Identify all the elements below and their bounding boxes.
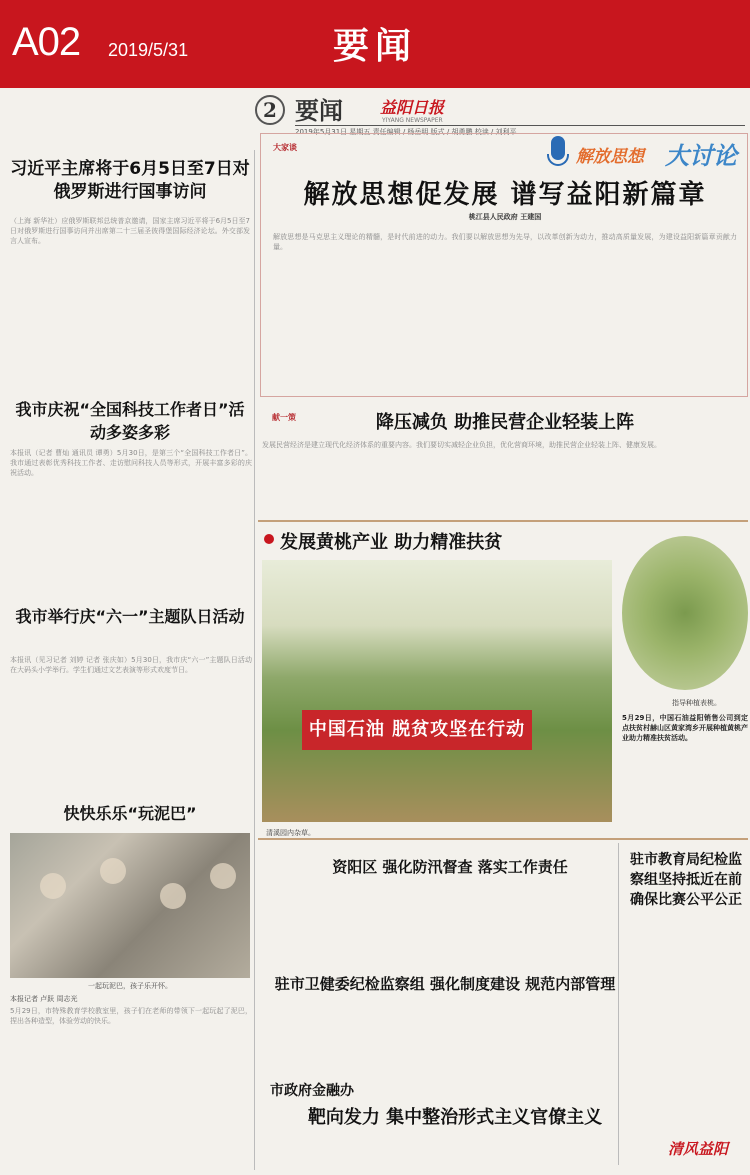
microphone-stand-icon <box>547 154 569 166</box>
headline-formalism[interactable]: 靶向发力 集中整治形式主义官僚主义 <box>307 1107 603 1128</box>
feature-label: 大家谈 <box>273 143 297 152</box>
headline-childrens-day[interactable]: 我市举行庆“六一”主题队日活动 <box>15 607 245 626</box>
section-separator <box>258 520 748 522</box>
article-tech-day-body: 本报讯（记者 曹灿 通讯员 谭勇）5月30日，是第三个“全国科技工作者日”。我市通过表彰优秀科技工作者、走访慰问科技人员等形式，开展丰富多彩的庆祝活动。 <box>10 449 252 477</box>
column-logo-stamp: 清风益阳 <box>668 1140 729 1158</box>
article-education-body <box>624 918 748 1128</box>
photo-kids-clay <box>10 833 250 978</box>
column-divider <box>254 150 255 1170</box>
photo-planting-text: 5月29日，中国石油益阳销售公司到定点扶贫村赫山区黄家湾乡开展种植黄桃产业助力精准扶贫活动。 <box>622 714 748 742</box>
photo-planting-caption: 指导种植表桃。 <box>672 699 721 707</box>
masthead <box>255 91 750 136</box>
photo-banner: 中国石油 脱贫攻坚在行动 <box>302 710 532 750</box>
dept-finance-office: 市政府金融办 <box>270 1083 354 1099</box>
newspaper-page <box>0 88 750 1175</box>
photo-orchard-caption: 清溪园内杂草。 <box>266 829 315 837</box>
page-circle-number: 2 <box>255 95 285 125</box>
article-health-body <box>262 1000 614 1070</box>
article-play-clay-body: 5月29日，市特殊教育学校教室里，孩子们在老师的带领下一起玩起了泥巴，捏出各种造型，体验劳动的快乐。 <box>10 1007 252 1025</box>
discussion-logo-a: 解放思想 <box>576 147 644 167</box>
page-number: A02 <box>12 20 81 64</box>
article-reduce-burden-body: 发展民营经济是建立现代化经济体系的重要内容。我们要切实减轻企业负担，优化营商环境，助推民营企业轻装上阵、健康发展。 <box>262 441 661 449</box>
section-title: 要闻 <box>332 26 417 67</box>
headline-education-bureau[interactable]: 驻市教育局纪检监察组坚持抵近在前确保比赛公平公正 <box>630 852 742 908</box>
article-childrens-day-body: 本报讯（见习记者 刘婷 记者 张庆如）5月30日，我市庆“六一”主题队日活动在大码头小学举行。学生们通过文艺表演等形式欢度节日。 <box>10 656 252 674</box>
masthead-meta: 2019年5月31日 星期五 责任编辑 / 杨岳明 版式 / 胡勇鹏 校读 / 刘利平 <box>295 128 517 136</box>
headline-liberate-thought[interactable]: 解放思想促发展 谱写益阳新篇章 <box>303 180 707 210</box>
masthead-rule <box>295 125 745 126</box>
jj-label: 献一策 <box>272 413 296 422</box>
headline-yellow-peach[interactable]: 发展黄桃产业 助力精准扶贫 <box>280 532 503 553</box>
headline-health-commission[interactable]: 驻市卫健委纪检监察组 强化制度建设 规范内部管理 <box>274 975 616 993</box>
photo-kids-caption: 一起玩泥巴，孩子乐开怀。 <box>88 982 172 990</box>
article-ziyang-body <box>262 878 614 963</box>
photo-kids-byline: 本报记者 卢跃 周志光 <box>10 995 78 1003</box>
feature-body: 解放思想是马克思主义理论的精髓，是时代前进的动力。我们要以解放思想为先导，以改革创新为动力，推动高质量发展，为建设益阳新篇章贡献力量。 <box>273 233 737 251</box>
article-xi-body: （上海 新华社）应俄罗斯联邦总统普京邀请，国家主席习近平将于6月5日至7日对俄罗斯进行国事访问并出席第二十三届圣彼得堡国际经济论坛。外交部发言人宣布。 <box>10 217 250 245</box>
headline-xi-visit[interactable]: 习近平主席将于6月5日至7日对俄罗斯进行国事访问 <box>10 159 250 202</box>
page-header <box>0 0 750 88</box>
newspaper-logo-en: YIYANG NEWSPAPER <box>382 117 443 124</box>
photo-orchard <box>262 560 612 822</box>
feature-discussion-box <box>260 133 748 397</box>
photo-planting <box>622 536 748 690</box>
headline-ziyang-flood[interactable]: 资阳区 强化防汛督查 落实工作责任 <box>332 858 568 876</box>
issue-date: 2019/5/31 <box>108 40 189 60</box>
headline-reduce-burden[interactable]: 降压减负 助推民营企业轻装上阵 <box>375 412 635 433</box>
masthead-section: 要闻 <box>295 96 343 125</box>
feature-author: 桃江县人民政府 王建国 <box>468 213 542 221</box>
newspaper-logo: 益阳日报 <box>380 98 445 117</box>
bullet-icon <box>264 534 274 544</box>
headline-play-clay[interactable]: 快快乐乐“玩泥巴” <box>63 804 197 823</box>
discussion-logo-b: 大讨论 <box>665 142 737 170</box>
article-formalism-body <box>262 1130 614 1170</box>
section-separator <box>258 838 748 840</box>
headline-tech-day[interactable]: 我市庆祝“全国科技工作者日”活动多姿多彩 <box>15 400 245 442</box>
